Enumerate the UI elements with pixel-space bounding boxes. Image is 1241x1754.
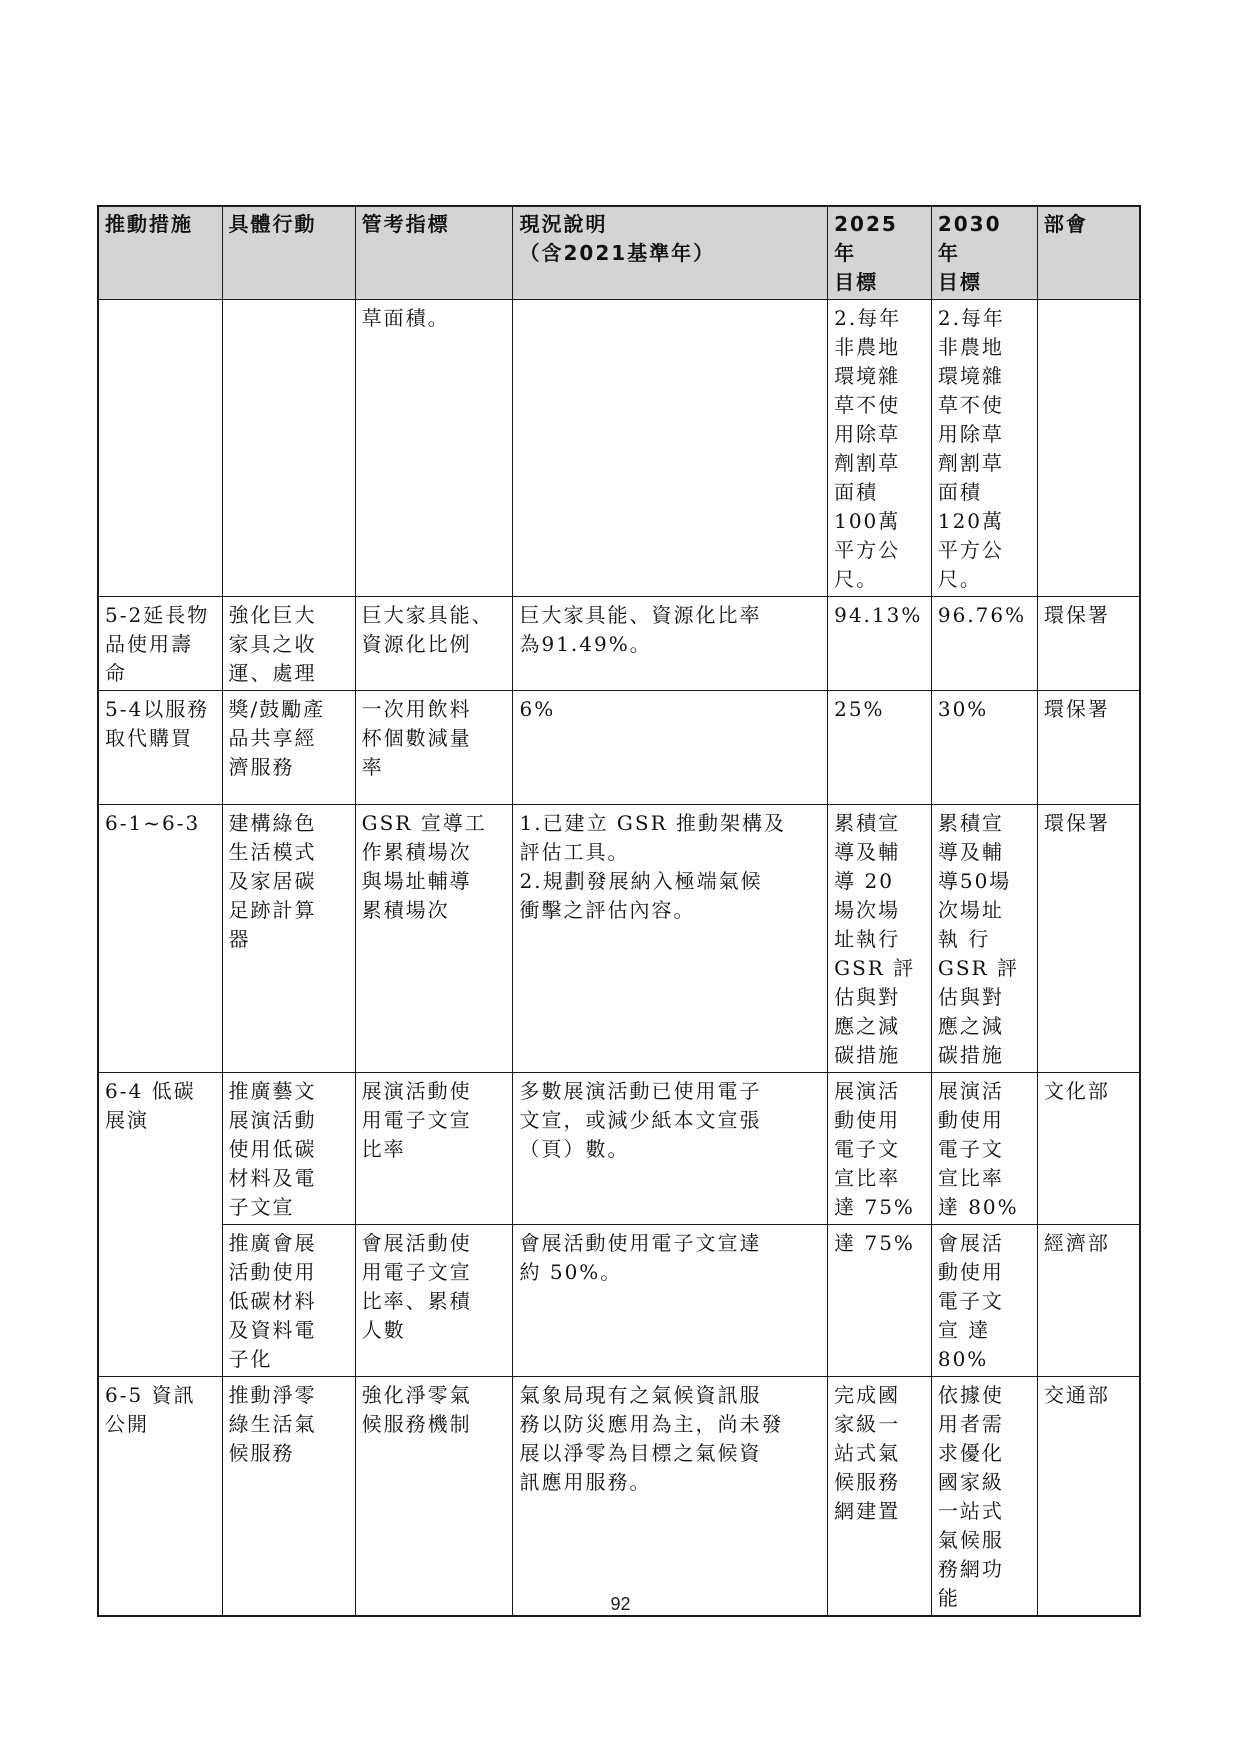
table-row xyxy=(98,1073,1140,1225)
cell-target-2025: 25% xyxy=(828,691,932,805)
cell-status: 會展活動使用電子文宣達 約 50%。 xyxy=(513,1225,828,1377)
cell-ministry: 環保署 xyxy=(1037,597,1140,691)
cell-measure: 6-4 低碳 展演 xyxy=(98,1073,222,1377)
cell-action xyxy=(222,300,355,597)
cell-target-2030: 依據使 用者需 求優化 國家級 一站式 氣候服 務網功 能 xyxy=(931,1377,1037,1617)
cell-action: 獎/鼓勵產 品共享經 濟服務 xyxy=(222,691,355,805)
cell-target-2025: 2.每年 非農地 環境雜 草不使 用除草 劑割草 面積 100萬 平方公 尺。 xyxy=(828,300,932,597)
cell-action: 建構綠色 生活模式 及家居碳 足跡計算 器 xyxy=(222,805,355,1073)
header-action: 具體行動 xyxy=(222,206,355,300)
cell-target-2025: 展演活 動使用 電子文 宣比率 達 75% xyxy=(828,1073,932,1225)
cell-measure: 6-1~6-3 xyxy=(98,805,222,1073)
cell-target-2025: 94.13% xyxy=(828,597,932,691)
cell-target-2030: 30% xyxy=(931,691,1037,805)
table-row xyxy=(98,691,1140,805)
cell-measure: 6-5 資訊 公開 xyxy=(98,1377,222,1617)
cell-ministry: 環保署 xyxy=(1037,805,1140,1073)
cell-ministry: 文化部 xyxy=(1037,1073,1140,1225)
cell-indicator: 展演活動使 用電子文宣 比率 xyxy=(355,1073,513,1225)
header-row xyxy=(98,206,1140,300)
table-row xyxy=(98,300,1140,597)
cell-ministry: 環保署 xyxy=(1037,691,1140,805)
cell-target-2025: 完成國 家級一 站式氣 候服務 網建置 xyxy=(828,1377,932,1617)
measures-table xyxy=(97,205,1141,1617)
cell-status: 6% xyxy=(513,691,828,805)
header-measure: 推動措施 xyxy=(98,206,222,300)
cell-action: 推廣藝文 展演活動 使用低碳 材料及電 子文宣 xyxy=(222,1073,355,1225)
cell-indicator: 一次用飲料 杯個數減量 率 xyxy=(355,691,513,805)
cell-target-2030: 展演活 動使用 電子文 宣比率 達 80% xyxy=(931,1073,1037,1225)
header-status: 現況說明 （含2021基準年） xyxy=(513,206,828,300)
table-row xyxy=(98,597,1140,691)
cell-measure: 5-2延長物 品使用壽 命 xyxy=(98,597,222,691)
cell-status: 1.已建立 GSR 推動架構及 評估工具。 2.規劃發展納入極端氣候 衝擊之評估內容。 xyxy=(513,805,828,1073)
cell-measure xyxy=(98,300,222,597)
cell-status: 多數展演活動已使用電子 文宣，或減少紙本文宣張 （頁）數。 xyxy=(513,1073,828,1225)
cell-target-2030: 會展活 動使用 電子文 宣 達 80% xyxy=(931,1225,1037,1377)
header-target-2025: 2025 年 目標 xyxy=(828,206,932,300)
cell-status: 氣象局現有之氣候資訊服 務以防災應用為主，尚未發 展以淨零為目標之氣候資 訊應用服務。 xyxy=(513,1377,828,1617)
cell-indicator: 巨大家具能、 資源化比例 xyxy=(355,597,513,691)
cell-ministry xyxy=(1037,300,1140,597)
cell-status: 巨大家具能、資源化比率 為91.49%。 xyxy=(513,597,828,691)
cell-action: 推動淨零 綠生活氣 候服務 xyxy=(222,1377,355,1617)
cell-indicator: GSR 宣導工 作累積場次 與場址輔導 累積場次 xyxy=(355,805,513,1073)
cell-target-2025: 達 75% xyxy=(828,1225,932,1377)
cell-indicator: 草面積。 xyxy=(355,300,513,597)
cell-ministry: 經濟部 xyxy=(1037,1225,1140,1377)
cell-measure: 5-4以服務 取代購買 xyxy=(98,691,222,805)
table-row xyxy=(98,805,1140,1073)
header-indicator: 管考指標 xyxy=(355,206,513,300)
cell-target-2030: 累積宣 導及輔 導50場 次場址 執 行 GSR 評 估與對 應之減 碳措施 xyxy=(931,805,1037,1073)
cell-action: 推廣會展 活動使用 低碳材料 及資料電 子化 xyxy=(222,1225,355,1377)
cell-action: 強化巨大 家具之收 運、處理 xyxy=(222,597,355,691)
cell-ministry: 交通部 xyxy=(1037,1377,1140,1617)
header-ministry: 部會 xyxy=(1037,206,1140,300)
header-target-2030: 2030 年 目標 xyxy=(931,206,1037,300)
cell-indicator: 會展活動使 用電子文宣 比率、累積 人數 xyxy=(355,1225,513,1377)
page-number: 92 xyxy=(610,1594,631,1614)
cell-target-2030: 2.每年 非農地 環境雜 草不使 用除草 劑割草 面積 120萬 平方公 尺。 xyxy=(931,300,1037,597)
cell-indicator: 強化淨零氣 候服務機制 xyxy=(355,1377,513,1617)
table-row xyxy=(98,1377,1140,1617)
cell-status xyxy=(513,300,828,597)
cell-target-2030: 96.76% xyxy=(931,597,1037,691)
table-row xyxy=(98,1225,1140,1377)
cell-target-2025: 累積宣 導及輔 導 20 場次場 址執行 GSR 評 估與對 應之減 碳措施 xyxy=(828,805,932,1073)
